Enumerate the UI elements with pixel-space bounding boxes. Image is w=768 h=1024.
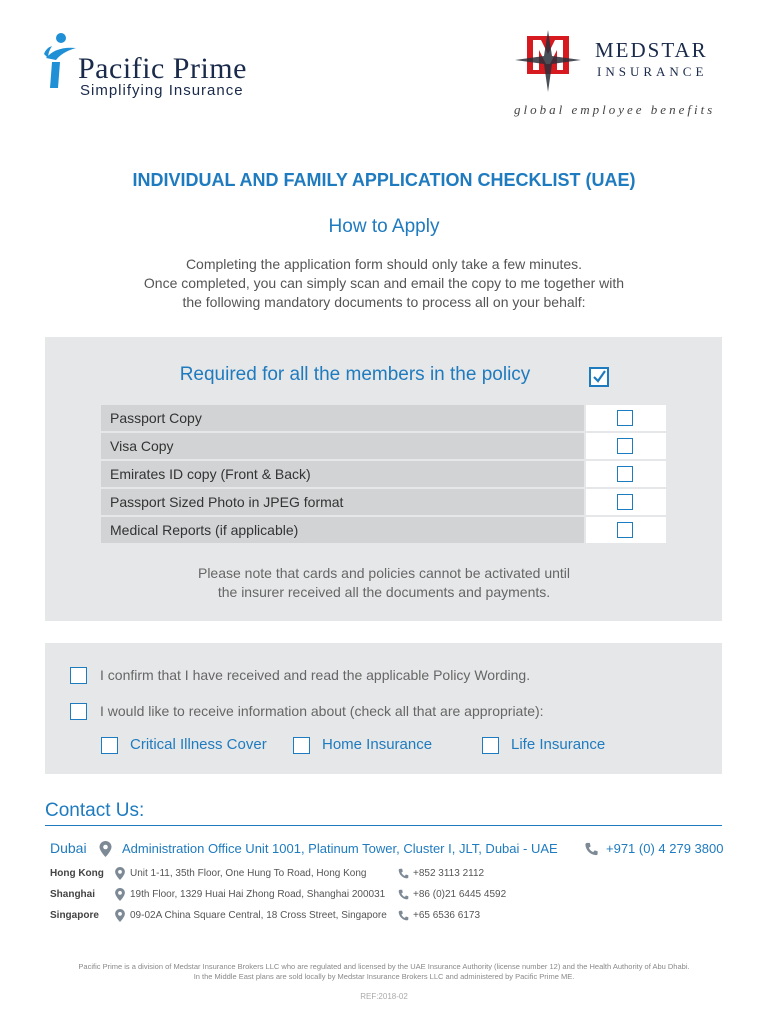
phone-icon <box>398 889 409 900</box>
medstar-sub: INSURANCE <box>597 64 708 79</box>
footer-disclaimer <box>40 962 728 982</box>
contact-divider <box>45 825 722 826</box>
reference-code: REF:2018-02 <box>360 992 408 1001</box>
document-item-photo: Passport Sized Photo in JPEG format <box>101 489 584 515</box>
dubai-city: Dubai <box>50 840 87 856</box>
medstar-star-icon <box>515 30 581 92</box>
office-address-hong-kong: Unit 1-11, 35th Floor, One Hung To Road, Hong Kong <box>130 868 367 879</box>
office-city-shanghai: Shanghai <box>50 889 96 900</box>
office-phone-shanghai: +86 (0)21 6445 4592 <box>413 889 507 900</box>
contact-heading: Contact Us: <box>45 800 145 821</box>
footer-line: In the Middle East plans are sold locally by Medstar Insurance Brokers LLC and administered by Pacific Prime ME. <box>193 972 575 981</box>
required-heading: Required for all the members in the policy <box>179 364 531 385</box>
document-item-visa: Visa Copy <box>101 433 584 459</box>
page-title: INDIVIDUAL AND FAMILY APPLICATION CHECKLIST (UAE) <box>132 170 636 190</box>
checkbox-cell <box>586 461 666 487</box>
checkbox-cell <box>586 489 666 515</box>
checkbox-cell <box>586 405 666 431</box>
document-item-passport: Passport Copy <box>101 405 584 431</box>
note-line: the insurer received all the documents and payments. <box>217 584 551 600</box>
location-pin-icon <box>115 867 125 880</box>
location-pin-icon <box>115 909 125 922</box>
office-phone-hong-kong: +852 3113 2112 <box>413 868 485 879</box>
intro-line: Once completed, you can simply scan and email the copy to me together with <box>143 275 625 291</box>
pacific-prime-figure-icon <box>42 32 78 92</box>
medstar-tagline: global employee benefits <box>514 102 716 117</box>
passport-checkbox[interactable] <box>617 410 633 426</box>
footer-line: Pacific Prime is a division of Medstar Insurance Brokers LLC who are regulated and licensed by the UAE Insurance Authority (license number 12) and the Health Authority of Abu Dhabi. <box>78 962 690 971</box>
pacific-prime-name: Pacific Prime <box>78 52 247 85</box>
emirates-id-checkbox[interactable] <box>617 466 633 482</box>
visa-checkbox[interactable] <box>617 438 633 454</box>
dubai-phone: +971 (0) 4 279 3800 <box>606 841 724 856</box>
life-insurance-label: Life Insurance <box>511 736 606 753</box>
home-insurance-label: Home Insurance <box>322 736 433 753</box>
phone-icon <box>584 842 599 856</box>
office-address-shanghai: 19th Floor, 1329 Huai Hai Zhong Road, Shanghai 200031 <box>130 889 386 900</box>
checkbox-cell <box>586 433 666 459</box>
required-heading-checkbox[interactable] <box>589 367 609 387</box>
home-insurance-checkbox[interactable] <box>293 737 310 754</box>
document-item-emirates-id: Emirates ID copy (Front & Back) <box>101 461 584 487</box>
location-pin-icon <box>99 841 112 857</box>
checkmark-icon <box>591 369 607 385</box>
critical-illness-checkbox[interactable] <box>101 737 118 754</box>
medical-checkbox[interactable] <box>617 522 633 538</box>
dubai-address: Administration Office Unit 1001, Platinum Tower, Cluster I, JLT, Dubai - UAE <box>122 841 558 856</box>
office-city-singapore: Singapore <box>50 910 99 921</box>
intro-line: Completing the application form should only take a few minutes. <box>185 256 583 272</box>
office-address-singapore: 09-02A China Square Central, 18 Cross Street, Singapore <box>130 910 387 921</box>
office-city-hong-kong: Hong Kong <box>50 868 104 879</box>
confirm-policy-label: I confirm that I have received and read the applicable Policy Wording. <box>100 667 531 683</box>
intro-line: the following mandatory documents to process all on your behalf: <box>182 294 586 310</box>
how-to-apply-heading: How to Apply <box>328 216 440 237</box>
location-pin-icon <box>115 888 125 901</box>
phone-icon <box>398 868 409 879</box>
life-insurance-checkbox[interactable] <box>482 737 499 754</box>
critical-illness-label: Critical Illness Cover <box>130 736 267 753</box>
document-item-medical: Medical Reports (if applicable) <box>101 517 584 543</box>
photo-checkbox[interactable] <box>617 494 633 510</box>
confirm-policy-checkbox[interactable] <box>70 667 87 684</box>
intro-text <box>84 255 684 312</box>
checkbox-cell <box>586 517 666 543</box>
medstar-name: MEDSTAR <box>595 38 708 62</box>
phone-icon <box>398 910 409 921</box>
note-line: Please note that cards and policies cannot be activated until <box>197 565 571 581</box>
receive-info-label: I would like to receive information about (check all that are appropriate): <box>100 703 544 719</box>
office-phone-singapore: +65 6536 6173 <box>413 910 481 921</box>
pacific-prime-tagline: Simplifying Insurance <box>80 82 244 99</box>
receive-info-checkbox[interactable] <box>70 703 87 720</box>
documents-note <box>84 564 684 602</box>
